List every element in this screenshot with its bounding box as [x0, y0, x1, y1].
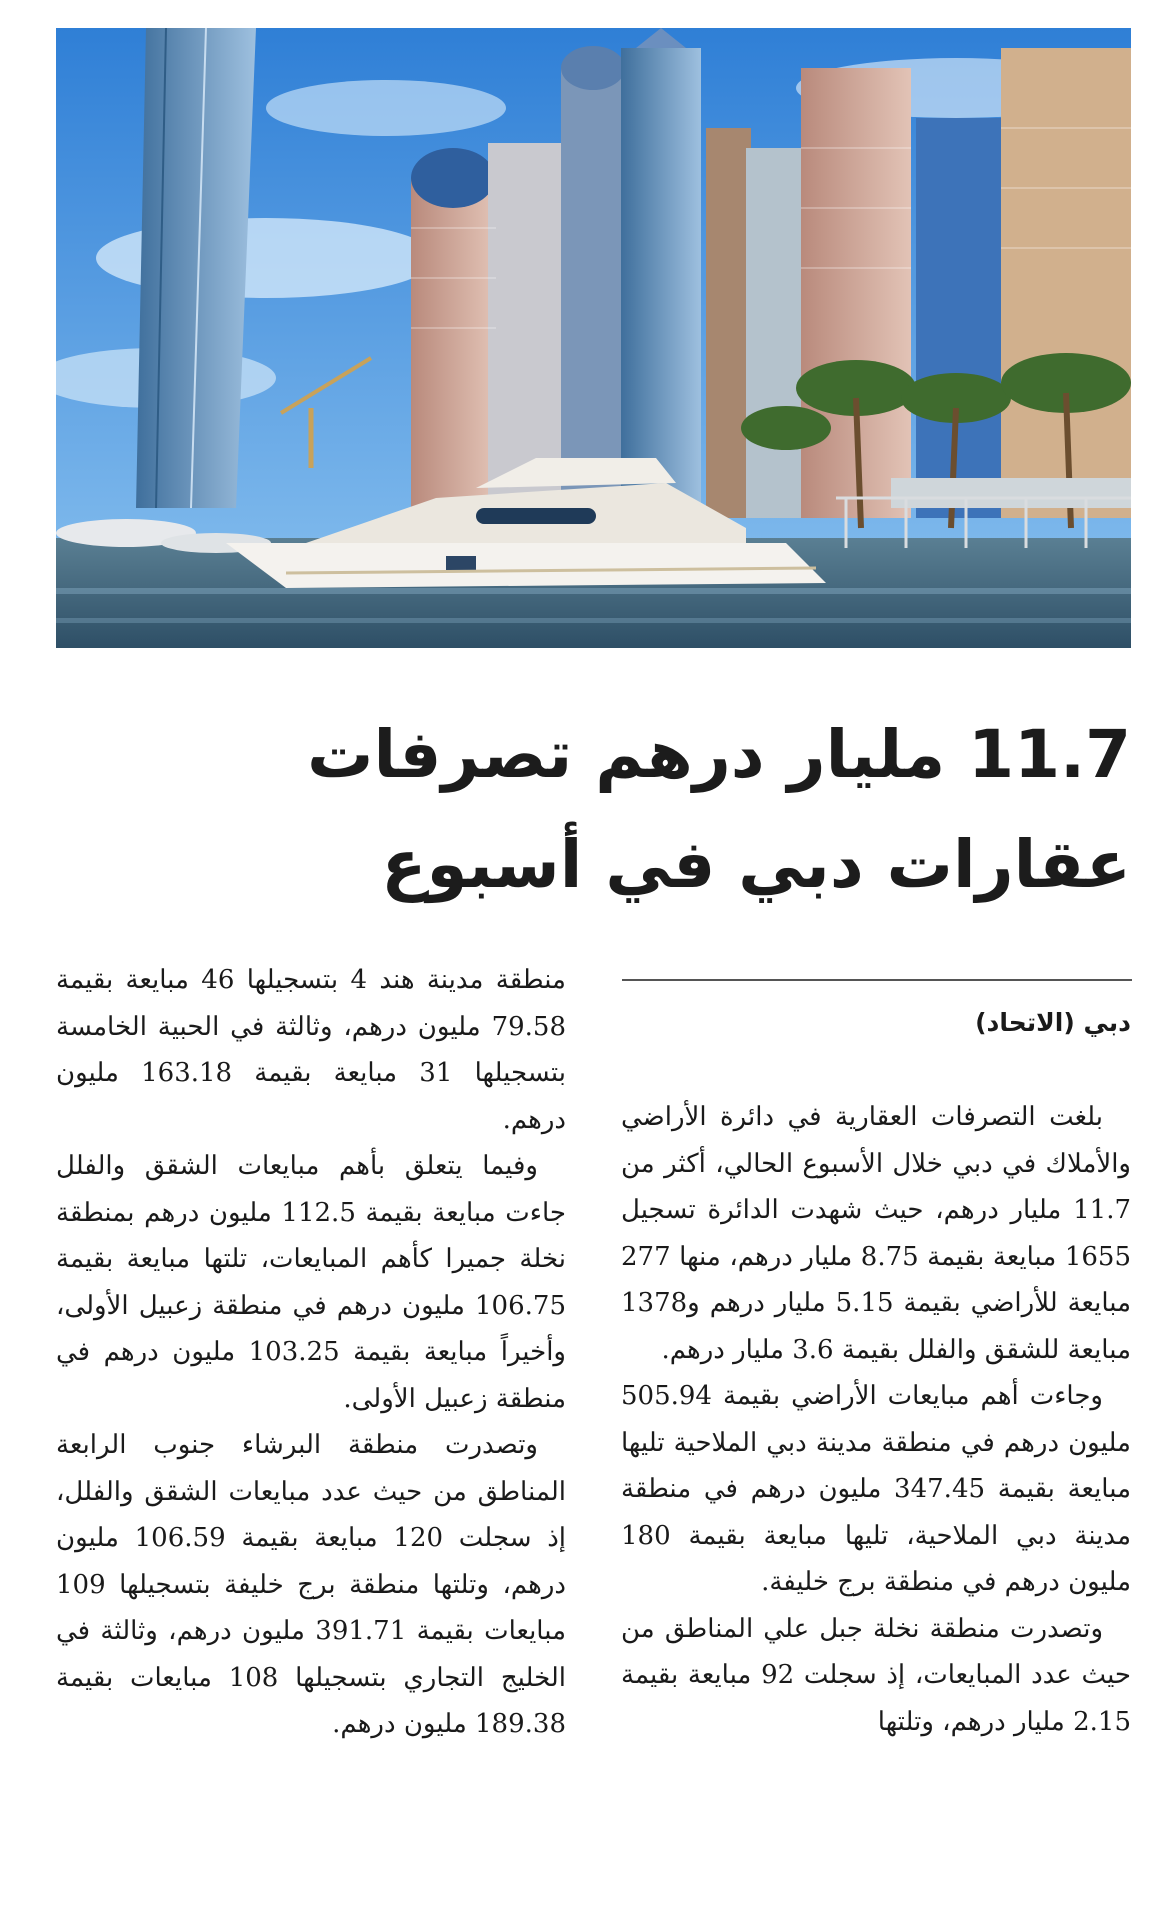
paragraph: بلغت التصرفات العقارية في دائرة الأراضي والأملاك في دبي خلال الأسبوع الحالي، أكثر من 11.7 مليار درهم، حيث شهدت الدائرة تسجيل 1655 مبايعة بقيمة 8.75 مليار درهم، منها 277 مبايعة للأراضي بقيمة 5.15 مليار درهم و1378 مبايعة للشقق والفلل بقيمة 3.6 مليار درهم.: [621, 1102, 1132, 1365]
paragraph: وجاءت أهم مبايعات الأراضي بقيمة 505.94 مليون درهم في منطقة مدينة دبي الملاحية تليها مبايعة بقيمة 347.45 مليون درهم في منطقة مدينة دبي الملاحية، تليها مبايعة بقيمة 180 مليون درهم في منطقة برج خليفة.: [621, 1381, 1131, 1597]
article-column-right: [621, 1094, 1131, 1745]
paragraph: وتصدرت منطقة البرشاء جنوب الرابعة المناطق من حيث عدد مبايعات الشقق والفلل، إذ سجلت 120 مبايعة بقيمة 106.59 مليون درهم، وتلتها منطقة برج خليفة بتسجيلها 109 مبايعات بقيمة 391.71 مليون درهم، وثالثة في الخليج التجاري بتسجيلها 108 مبايعات بقيمة 189.38 مليون درهم.: [56, 1430, 566, 1739]
byline: دبي (الاتحاد): [975, 1008, 1131, 1037]
article-photo: [56, 28, 1131, 648]
paragraph: منطقة مدينة هند 4 بتسجيلها 46 مبايعة بقيمة 79.58 مليون درهم، وثالثة في الحبية الخامسة بتسجيلها 31 مبايعة بقيمة 163.18 مليون درهم.: [56, 965, 567, 1135]
paragraph: وتصدرت منطقة نخلة جبل علي المناطق من حيث عدد المبايعات، إذ سجلت 92 مبايعة بقيمة 2.15 مليار درهم، وتلتها: [621, 1613, 1131, 1737]
dubai-marina-photo: [56, 28, 1131, 648]
article-column-left: [56, 957, 566, 1748]
byline-divider: [622, 979, 1132, 981]
paragraph: وفيما يتعلق بأهم مبايعات الشقق والفلل جاءت مبايعة بقيمة 112.5 مليون درهم بمنطقة نخلة جميرا كأهم المبايعات، تلتها مبايعة بقيمة 106.75 مليون درهم في منطقة زعبيل الأولى، وأخيراً مبايعة بقيمة 103.25 مليون درهم في منطقة زعبيل الأولى.: [56, 1151, 566, 1414]
headline-line-2: عقارات دبي في أسبوع: [381, 826, 1131, 903]
headline-line-1: 11.7 مليار درهم تصرفات: [307, 716, 1131, 793]
article-headline: [51, 700, 1131, 920]
